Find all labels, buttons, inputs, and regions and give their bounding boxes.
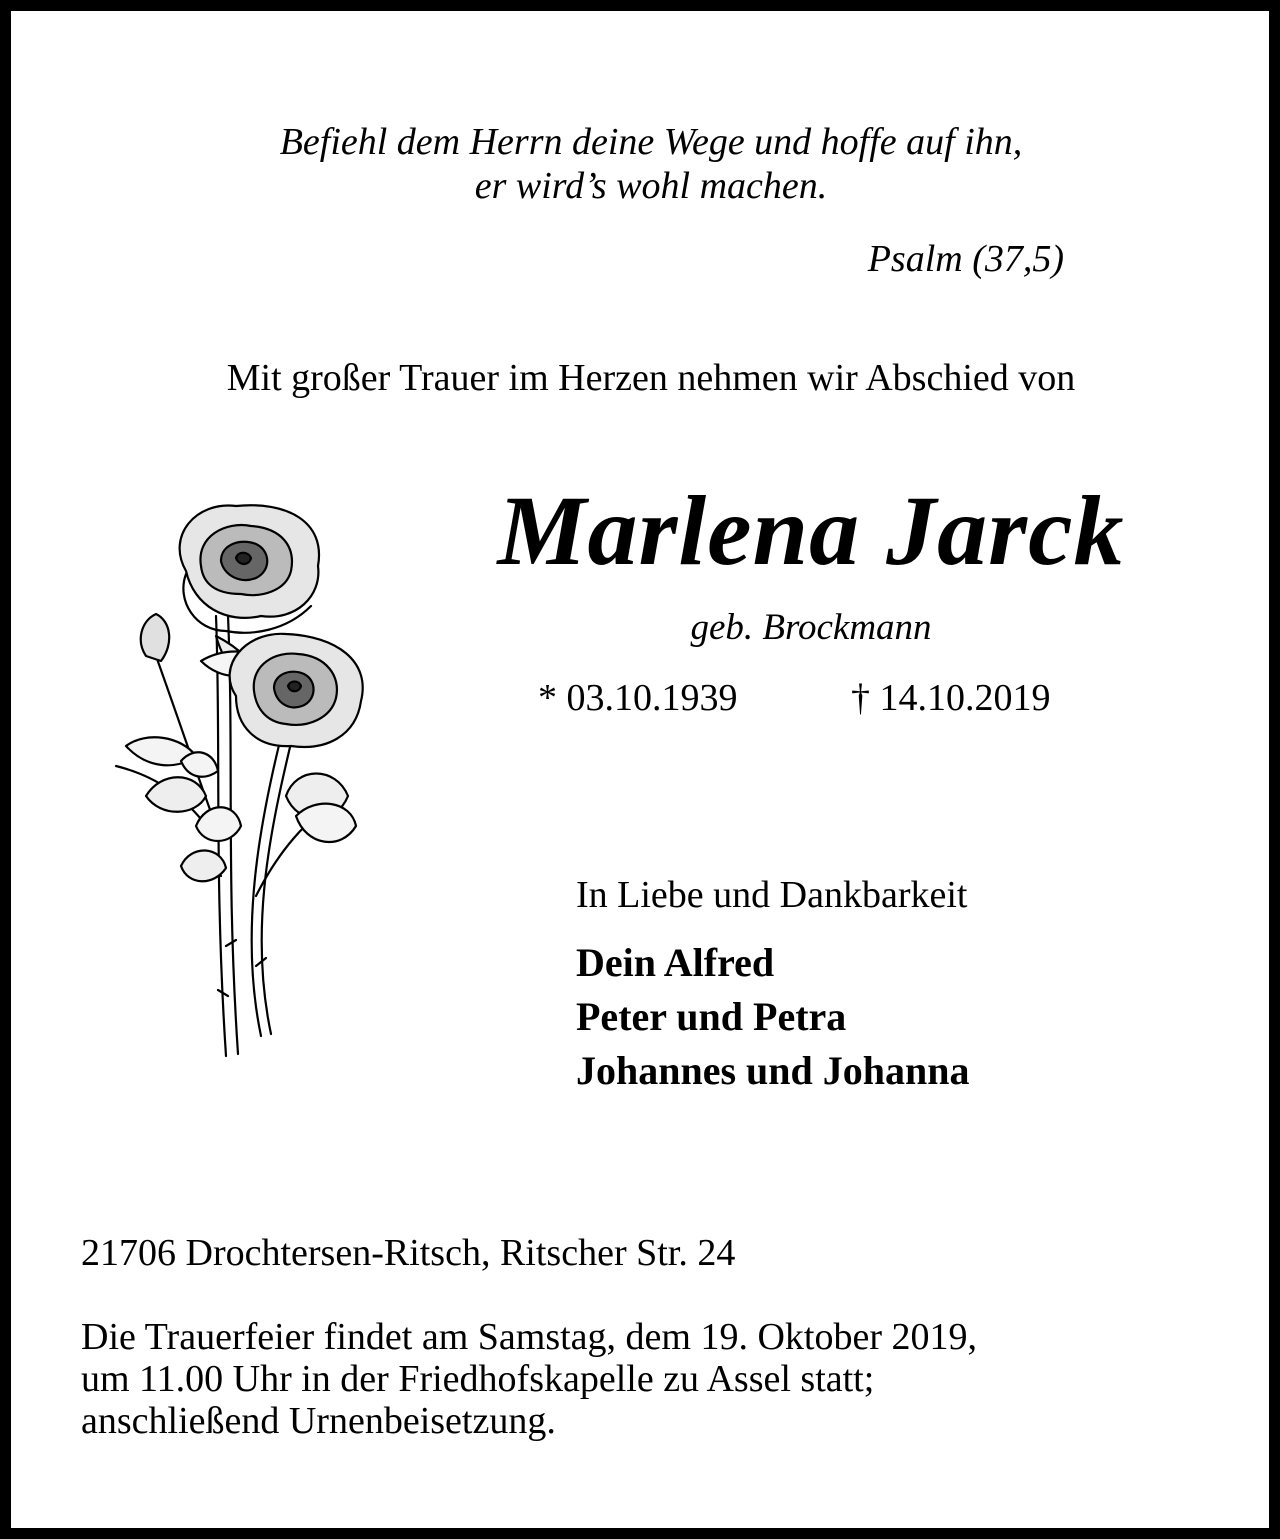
deceased-name: Marlena Jarck xyxy=(497,475,1125,586)
bible-verse-line-2: er wird’s wohl machen. xyxy=(474,165,828,207)
birth-date: * 03.10.1939 xyxy=(538,677,738,719)
verse-source: Psalm (37,5) xyxy=(867,238,1064,280)
funeral-info-line: Die Trauerfeier findet am Samstag, dem 19. Oktober 2019, xyxy=(81,1316,977,1358)
mourner-name: Dein Alfred xyxy=(576,940,775,985)
mourner-name: Johannes und Johanna xyxy=(576,1048,970,1093)
rose-icon xyxy=(86,496,381,1071)
funeral-info-line: anschließend Urnenbeisetzung. xyxy=(81,1400,556,1442)
bible-verse-line-1: Befiehl dem Herrn deine Wege und hoffe auf ihn, xyxy=(279,121,1023,163)
funeral-info-line: um 11.00 Uhr in der Friedhofskapelle zu Assel statt; xyxy=(81,1358,875,1400)
maiden-name: geb. Brockmann xyxy=(690,607,932,648)
intro-text: Mit großer Trauer im Herzen nehmen wir Abschied von xyxy=(226,357,1076,399)
mourners-heading: In Liebe und Dankbarkeit xyxy=(576,874,968,916)
mourner-name: Peter und Petra xyxy=(576,994,847,1039)
death-date: † 14.10.2019 xyxy=(851,677,1051,719)
family-address: 21706 Drochtersen-Ritsch, Ritscher Str. 24 xyxy=(81,1232,736,1274)
